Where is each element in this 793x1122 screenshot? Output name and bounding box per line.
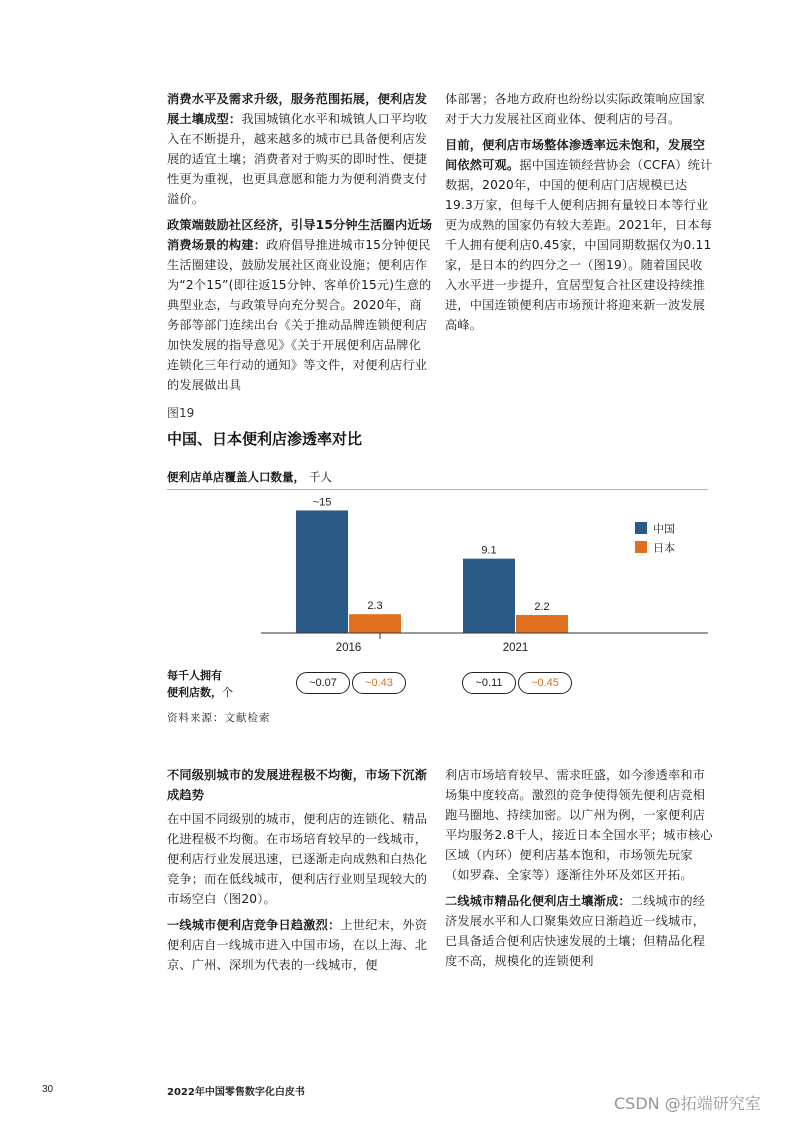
bar-chart [167,490,712,662]
chart-subtitle [167,469,332,485]
paragraph [167,215,433,395]
per-thousand-label-line2: 便利店数， [167,686,222,699]
pill-2016-china: ~0.07 [296,672,350,694]
paragraph-lead: 政策端鼓励社区经济，引导15分钟生活圈内近场消费场景的构建： [167,218,433,252]
paragraph-body: 利店市场培育较早、需求旺盛，如今渗透率和市场集中度较高。激烈的竞争使得领先便利店竞相跑马圈地、持续加密。以广州为例，一家便利店平均服务2.8千人，接近日本全国水平；城市核心区域（内环）便利店基本饱和，市场领先玩家（如罗森、全家等）逐渐往外环及郊区开拓。 [445,768,713,882]
bar-value-label: 2.3 [367,600,383,613]
paragraph [445,89,713,129]
figure-source: 资料来源：文献检索 [167,712,271,724]
x-tick-label: 2016 [335,642,362,654]
text-column-top-right [445,89,713,341]
pill-2016-japan: ~0.43 [352,672,406,694]
pill-2021-japan: ~0.45 [518,672,572,694]
pill-2021-china: ~0.11 [462,672,516,694]
paragraph-body: 政府倡导推进城市15分钟便民生活圈建设，鼓励发展社区商业设施；便利店作为“2个15”(即往返15分钟、客单价15元)生意的典型业态，与政策导向充分契合。2020年，商务部等部门连续出台《关于推动品牌连锁便利店加快发展的指导意见》《关于开展便利店品牌化连锁化三年行动的通知》等文件，对便利店行业的发展做出具 [167,238,432,392]
paragraph-body: 体部署；各地方政府也纷纷以实际政策响应国家对于大力发展社区商业体、便利店的号召。 [445,92,706,126]
legend-swatch-japan [635,541,647,553]
page-number: 30 [42,1084,54,1095]
bar-2016-china [296,510,348,633]
watermark: CSDN @拓端研究室 [614,1094,761,1113]
paragraph-body: 我国城镇化水平和城镇人口平均收入在不断提升，越来越多的城市已具备便利店发展的适宜土壤；消费者对于购买的即时性、便捷性更为重视，也更具意愿和能力为便利消费支付溢价。 [167,112,428,206]
paragraph-lead: 目前，便利店市场整体渗透率远未饱和，发展空间依然可观。 [445,138,706,172]
text-column-bottom-left-body [167,809,433,975]
paragraph-body: 据中国连锁经营协会（CCFA）统计数据，2020年，中国的便利店门店规模已达19.3万家，但每千人便利店拥有量较日本等行业更为成熟的国家仍有较大差距。2021年，日本每千人拥有便利店0.45家，中国同期数据仅为0.11家，是日本的约四分之一（图19）。随着国民收入水平进一步提升，宜居型复合社区建设持续推进，中国连锁便利店市场预计将迎来新一波发展高峰。 [445,158,713,332]
legend-label: 中国 [653,522,675,536]
figure-title: 中国、日本便利店渗透率对比 [167,430,363,448]
bar-value-label: ~15 [312,496,332,509]
legend-swatch-china [635,522,647,534]
bar-2016-japan [349,614,401,633]
per-thousand-unit: 个 [222,686,233,699]
paragraph-body: 上世纪末，外资便利店自一线城市进入中国市场，在以上海、北京、广州、深圳为代表的一线城市，便 [167,918,428,972]
chart-subtitle-text: 便利店单店覆盖人口数量， [167,470,305,484]
bar-2021-china [463,559,515,633]
figure-label: 图19 [167,406,195,420]
text-column-bottom-right [445,765,713,977]
paragraph [445,135,713,335]
paragraph-lead: 二线城市精品化便利店土壤渐成： [445,894,631,908]
paragraph [445,891,713,971]
section-heading: 不同级别城市的发展进程极不均衡，市场下沉渐成趋势 [167,768,428,802]
text-column-bottom-left [167,765,433,981]
paragraph-body: 二线城市的经济发展水平和人口聚集效应日渐趋近一线城市，已具备适合便利店快速发展的土壤；但精品化程度不高，规模化的连锁便利 [445,894,706,968]
legend-label: 日本 [653,541,675,555]
chart-subtitle-unit: 千人 [309,470,333,484]
bar-2021-japan [516,615,568,633]
paragraph-body: 在中国不同级别的城市，便利店的连锁化、精品化进程极不均衡。在市场培育较早的一线城市，便利店行业发展迅速，已逐渐走向成熟和白热化竞争；而在低线城市，便利店行业则呈现较大的市场空白（图20）。 [167,812,428,906]
paragraph-lead: 消费水平及需求升级，服务范围拓展，便利店发展土壤成型： [167,92,428,126]
bar-value-label: 2.2 [534,601,550,614]
paragraph [167,915,433,975]
per-thousand-label [167,667,233,701]
paragraph [167,809,433,909]
footer-title: 2022年中国零售数字化白皮书 [167,1087,305,1098]
bar-value-label: 9.1 [481,544,497,557]
paragraph [445,765,713,885]
x-tick-label: 2021 [502,642,529,654]
paragraph-lead: 一线城市便利店竞争日趋激烈： [167,918,341,932]
per-thousand-label-line1: 每千人拥有 [167,669,222,682]
paragraph [167,89,433,209]
text-column-top-left [167,89,433,401]
